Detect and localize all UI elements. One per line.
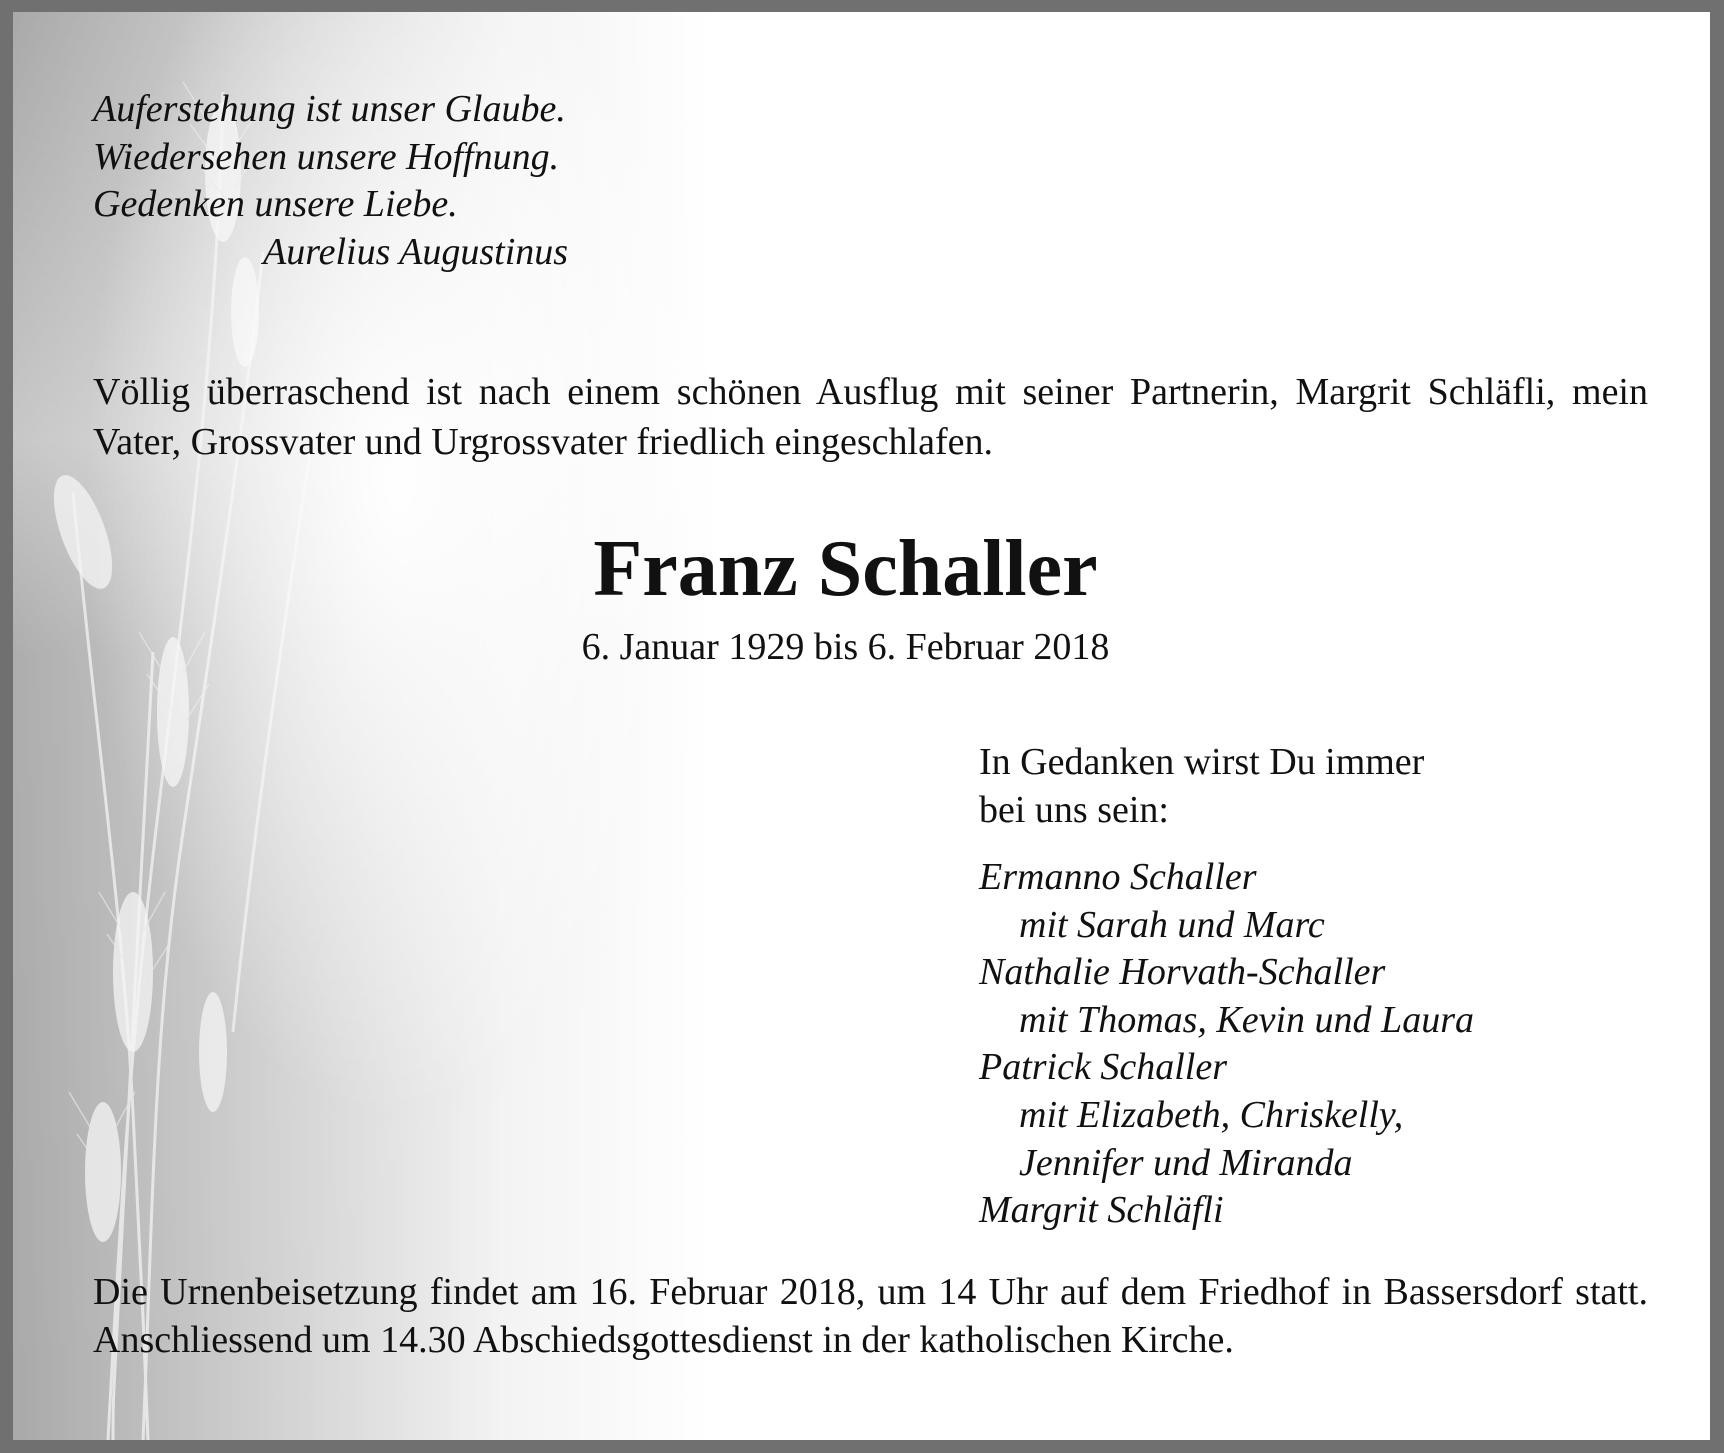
mourner-name: Nathalie Horvath-Schaller: [979, 951, 1386, 994]
mourner-family: mit Thomas, Kevin und Laura: [1019, 998, 1474, 1041]
mourners-list: [979, 854, 1474, 1235]
obituary-notice: [13, 12, 1710, 1440]
remembrance-text: In Gedanken wirst Du immer: [979, 741, 1425, 783]
quote-line: Gedenken unsere Liebe.: [93, 183, 458, 225]
mourner-family: mit Elizabeth, Chriskelly,: [1019, 1093, 1404, 1136]
funeral-details: Die Urnenbeisetzung findet am 16. Februar 2018, um 14 Uhr auf dem Friedhof in Bassersdorf statt. Anschliessend um 14.30 Abschiedsgottesdienst in der katholischen Kirche.: [93, 1271, 1648, 1361]
deceased-name: Franz Schaller: [593, 525, 1098, 613]
intro-paragraph: Völlig überraschend ist nach einem schönen Ausflug mit seiner Partnerin, Margrit Schläfli, mein Vater, Grossvater und Urgrossvater friedlich eingeschlafen.: [93, 371, 1648, 463]
epigraph-quote: [93, 86, 568, 276]
mourner-name: Patrick Schaller: [979, 1046, 1227, 1089]
notice-text: [13, 12, 1710, 1440]
mourner-name: Margrit Schläfli: [979, 1189, 1224, 1232]
quote-line: Auferstehung ist unser Glaube.: [93, 88, 566, 130]
remembrance-line: [979, 738, 1424, 834]
quote-author: Aurelius Augustinus: [263, 230, 569, 273]
quote-line: Wiedersehen unsere Hoffnung.: [93, 135, 560, 178]
mourner-family: mit Sarah und Marc: [1019, 903, 1325, 946]
remembrance-text: bei uns sein:: [979, 789, 1169, 831]
life-dates: 6. Januar 1929 bis 6. Februar 2018: [581, 626, 1110, 668]
mourner-family: Jennifer und Miranda: [1019, 1141, 1353, 1184]
mourner-name: Ermanno Schaller: [979, 856, 1257, 898]
